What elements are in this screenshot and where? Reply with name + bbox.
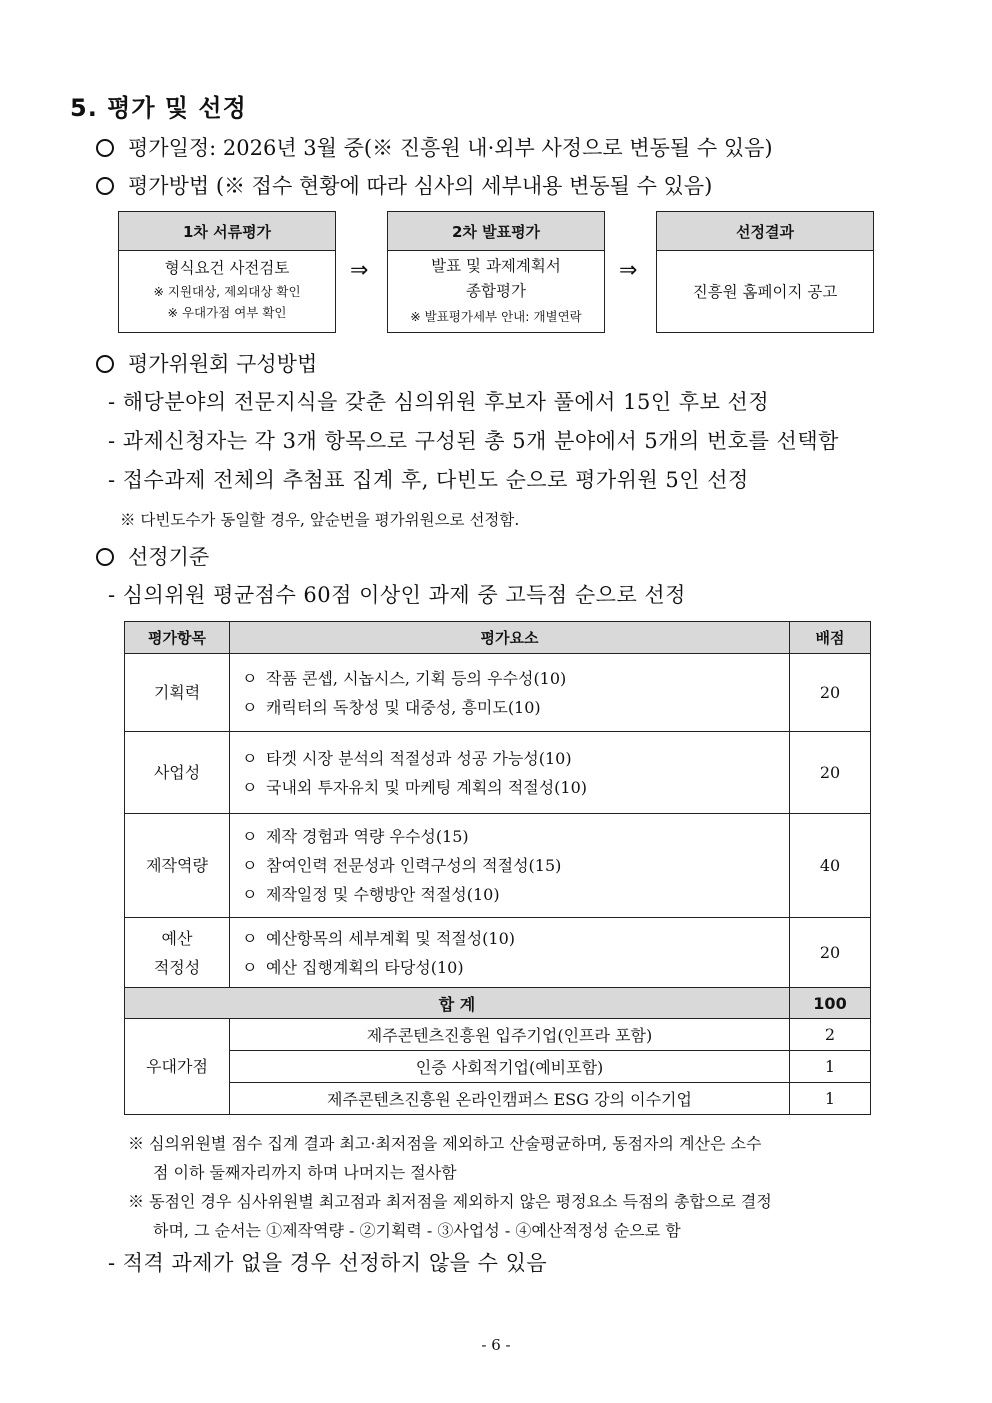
row-score: 20: [790, 732, 871, 814]
row-elements: ㅇ 작품 콘셉, 시놉시스, 기획 등의 우수성(10) ㅇ 캐릭터의 독창성 및 대중성, 흥미도(10): [230, 654, 790, 732]
process-step-note: ※ 우대가점 여부 확인: [167, 305, 287, 320]
bullet-circle-icon: [96, 177, 114, 195]
section-title: 5. 평가 및 선정: [70, 94, 247, 122]
table-row: [125, 918, 871, 988]
bullet-circle-icon: [96, 548, 114, 566]
bonus-item: 제주콘텐츠진흥원 온라인캠퍼스 ESG 강의 이수기업: [230, 1083, 790, 1115]
process-step-head: 2차 발표평가: [388, 212, 604, 251]
criteria-final: - 적격 과제가 없을 경우 선정하지 않을 수 있음: [108, 1251, 548, 1275]
criteria-item: - 심의위원 평균점수 60점 이상인 과제 중 고득점 순으로 선정: [108, 583, 686, 607]
committee-item: - 접수과제 전체의 추첨표 집계 후, 다빈도 순으로 평가위원 5인 선정: [108, 468, 749, 492]
criteria-note: ※ 동점인 경우 심사위원별 최고점과 최저점을 제외하지 않은 평정요소 득점의 총합으로 결정: [128, 1192, 772, 1211]
process-step-main: 종합평가: [466, 282, 526, 300]
criteria-note-cont: 점 이하 둘째자리까지 하며 나머지는 절사함: [153, 1163, 457, 1182]
element-text: 타겟 시장 분석의 적절성과 성공 가능성(10): [266, 748, 572, 768]
bonus-row: [125, 1019, 871, 1051]
total-label: 합 계: [125, 988, 790, 1019]
row-category: 예산 적정성: [125, 918, 230, 988]
process-step-main: 발표 및 과제계획서: [431, 257, 561, 275]
criteria-table: [124, 621, 871, 1115]
process-step-result: [656, 211, 874, 333]
process-step-presentation: [387, 211, 605, 333]
header-elements: 평가요소: [230, 622, 790, 654]
element-text: 제작 경험과 역량 우수성(15): [266, 827, 469, 846]
criteria-note: ※ 심의위원별 점수 집계 결과 최고·최저점을 제외하고 산술평균하며, 동점자의 계산은 소수: [128, 1134, 762, 1153]
method-text: 평가방법 (※ 접수 현황에 따라 심사의 세부내용 변동될 수 있음): [128, 174, 713, 198]
row-score: 40: [790, 814, 871, 918]
element-text: 제작일정 및 수행방안 적절성(10): [266, 885, 500, 904]
committee-title: 평가위원회 구성방법: [128, 352, 318, 376]
total-row: [125, 988, 871, 1019]
element-text: 국내외 투자유치 및 마케팅 계획의 적절성(10): [266, 777, 588, 797]
row-category: 기획력: [125, 654, 230, 732]
bonus-score: 2: [790, 1019, 871, 1051]
right-arrow-icon: ⇒: [350, 258, 369, 283]
process-step-note: ※ 발표평가세부 안내: 개별연락: [410, 309, 582, 324]
row-score: 20: [790, 654, 871, 732]
header-category: 평가항목: [125, 622, 230, 654]
right-arrow-icon: ⇒: [619, 258, 638, 283]
table-row: [125, 654, 871, 732]
method-line: [96, 170, 712, 200]
bonus-row: [125, 1051, 871, 1083]
row-category: 사업성: [125, 732, 230, 814]
process-step-head: 1차 서류평가: [119, 212, 335, 251]
total-score: 100: [790, 988, 871, 1019]
element-text: 캐릭터의 독창성 및 대중성, 흥미도(10): [266, 697, 541, 717]
element-text: 예산항목의 세부계획 및 적절성(10): [266, 928, 516, 948]
table-row: [125, 732, 871, 814]
criteria-heading: [96, 541, 209, 571]
row-elements: ㅇ 제작 경험과 역량 우수성(15) ㅇ 참여인력 전문성과 인력구성의 적절성(15) ㅇ 제작일정 및 수행방안 적절성(10): [230, 814, 790, 918]
schedule-text: 평가일정: 2026년 3월 중(※ 진흥원 내·외부 사정으로 변동될 수 있음): [128, 136, 773, 160]
table-header-row: [125, 622, 871, 654]
schedule-line: [96, 132, 773, 162]
element-text: 예산 집행계획의 타당성(10): [266, 957, 464, 977]
element-text: 참여인력 전문성과 인력구성의 적절성(15): [266, 856, 562, 875]
process-step-main: 진흥원 홈페이지 공고: [692, 283, 838, 301]
bullet-circle-icon: [96, 139, 114, 157]
bullet-circle-icon: [96, 355, 114, 373]
criteria-title: 선정기준: [128, 545, 210, 569]
row-elements: ㅇ 예산항목의 세부계획 및 적절성(10) ㅇ 예산 집행계획의 타당성(10): [230, 918, 790, 988]
page-number: - 6 -: [481, 1336, 511, 1354]
bonus-row: [125, 1083, 871, 1115]
committee-heading: [96, 348, 317, 378]
process-step-note: ※ 지원대상, 제외대상 확인: [153, 284, 301, 299]
committee-item: - 해당분야의 전문지식을 갖춘 심의위원 후보자 풀에서 15인 후보 선정: [108, 390, 770, 414]
row-elements: ㅇ 타겟 시장 분석의 적절성과 성공 가능성(10) ㅇ 국내외 투자유치 및 마케팅 계획의 적절성(10): [230, 732, 790, 814]
element-text: 작품 콘셉, 시놉시스, 기획 등의 우수성(10): [266, 668, 567, 688]
row-score: 20: [790, 918, 871, 988]
bonus-label: 우대가점: [125, 1019, 230, 1115]
process-step-main: 형식요건 사전검토: [164, 259, 290, 277]
process-step-document-review: [118, 211, 336, 333]
header-score: 배점: [790, 622, 871, 654]
bonus-item: 제주콘텐츠진흥원 입주기업(인프라 포함): [230, 1019, 790, 1051]
committee-note: ※ 다빈도수가 동일할 경우, 앞순번을 평가위원으로 선정함.: [120, 511, 520, 529]
bonus-score: 1: [790, 1083, 871, 1115]
criteria-note-cont: 하며, 그 순서는 ①제작역량 - ②기획력 - ③사업성 - ④예산적정성 순으로 함: [153, 1221, 681, 1240]
row-category: 제작역량: [125, 814, 230, 918]
bonus-score: 1: [790, 1051, 871, 1083]
committee-item: - 과제신청자는 각 3개 항목으로 구성된 총 5개 분야에서 5개의 번호를 선택함: [108, 429, 839, 453]
process-step-head: 선정결과: [657, 212, 873, 251]
bonus-item: 인증 사회적기업(예비포함): [230, 1051, 790, 1083]
table-row: [125, 814, 871, 918]
